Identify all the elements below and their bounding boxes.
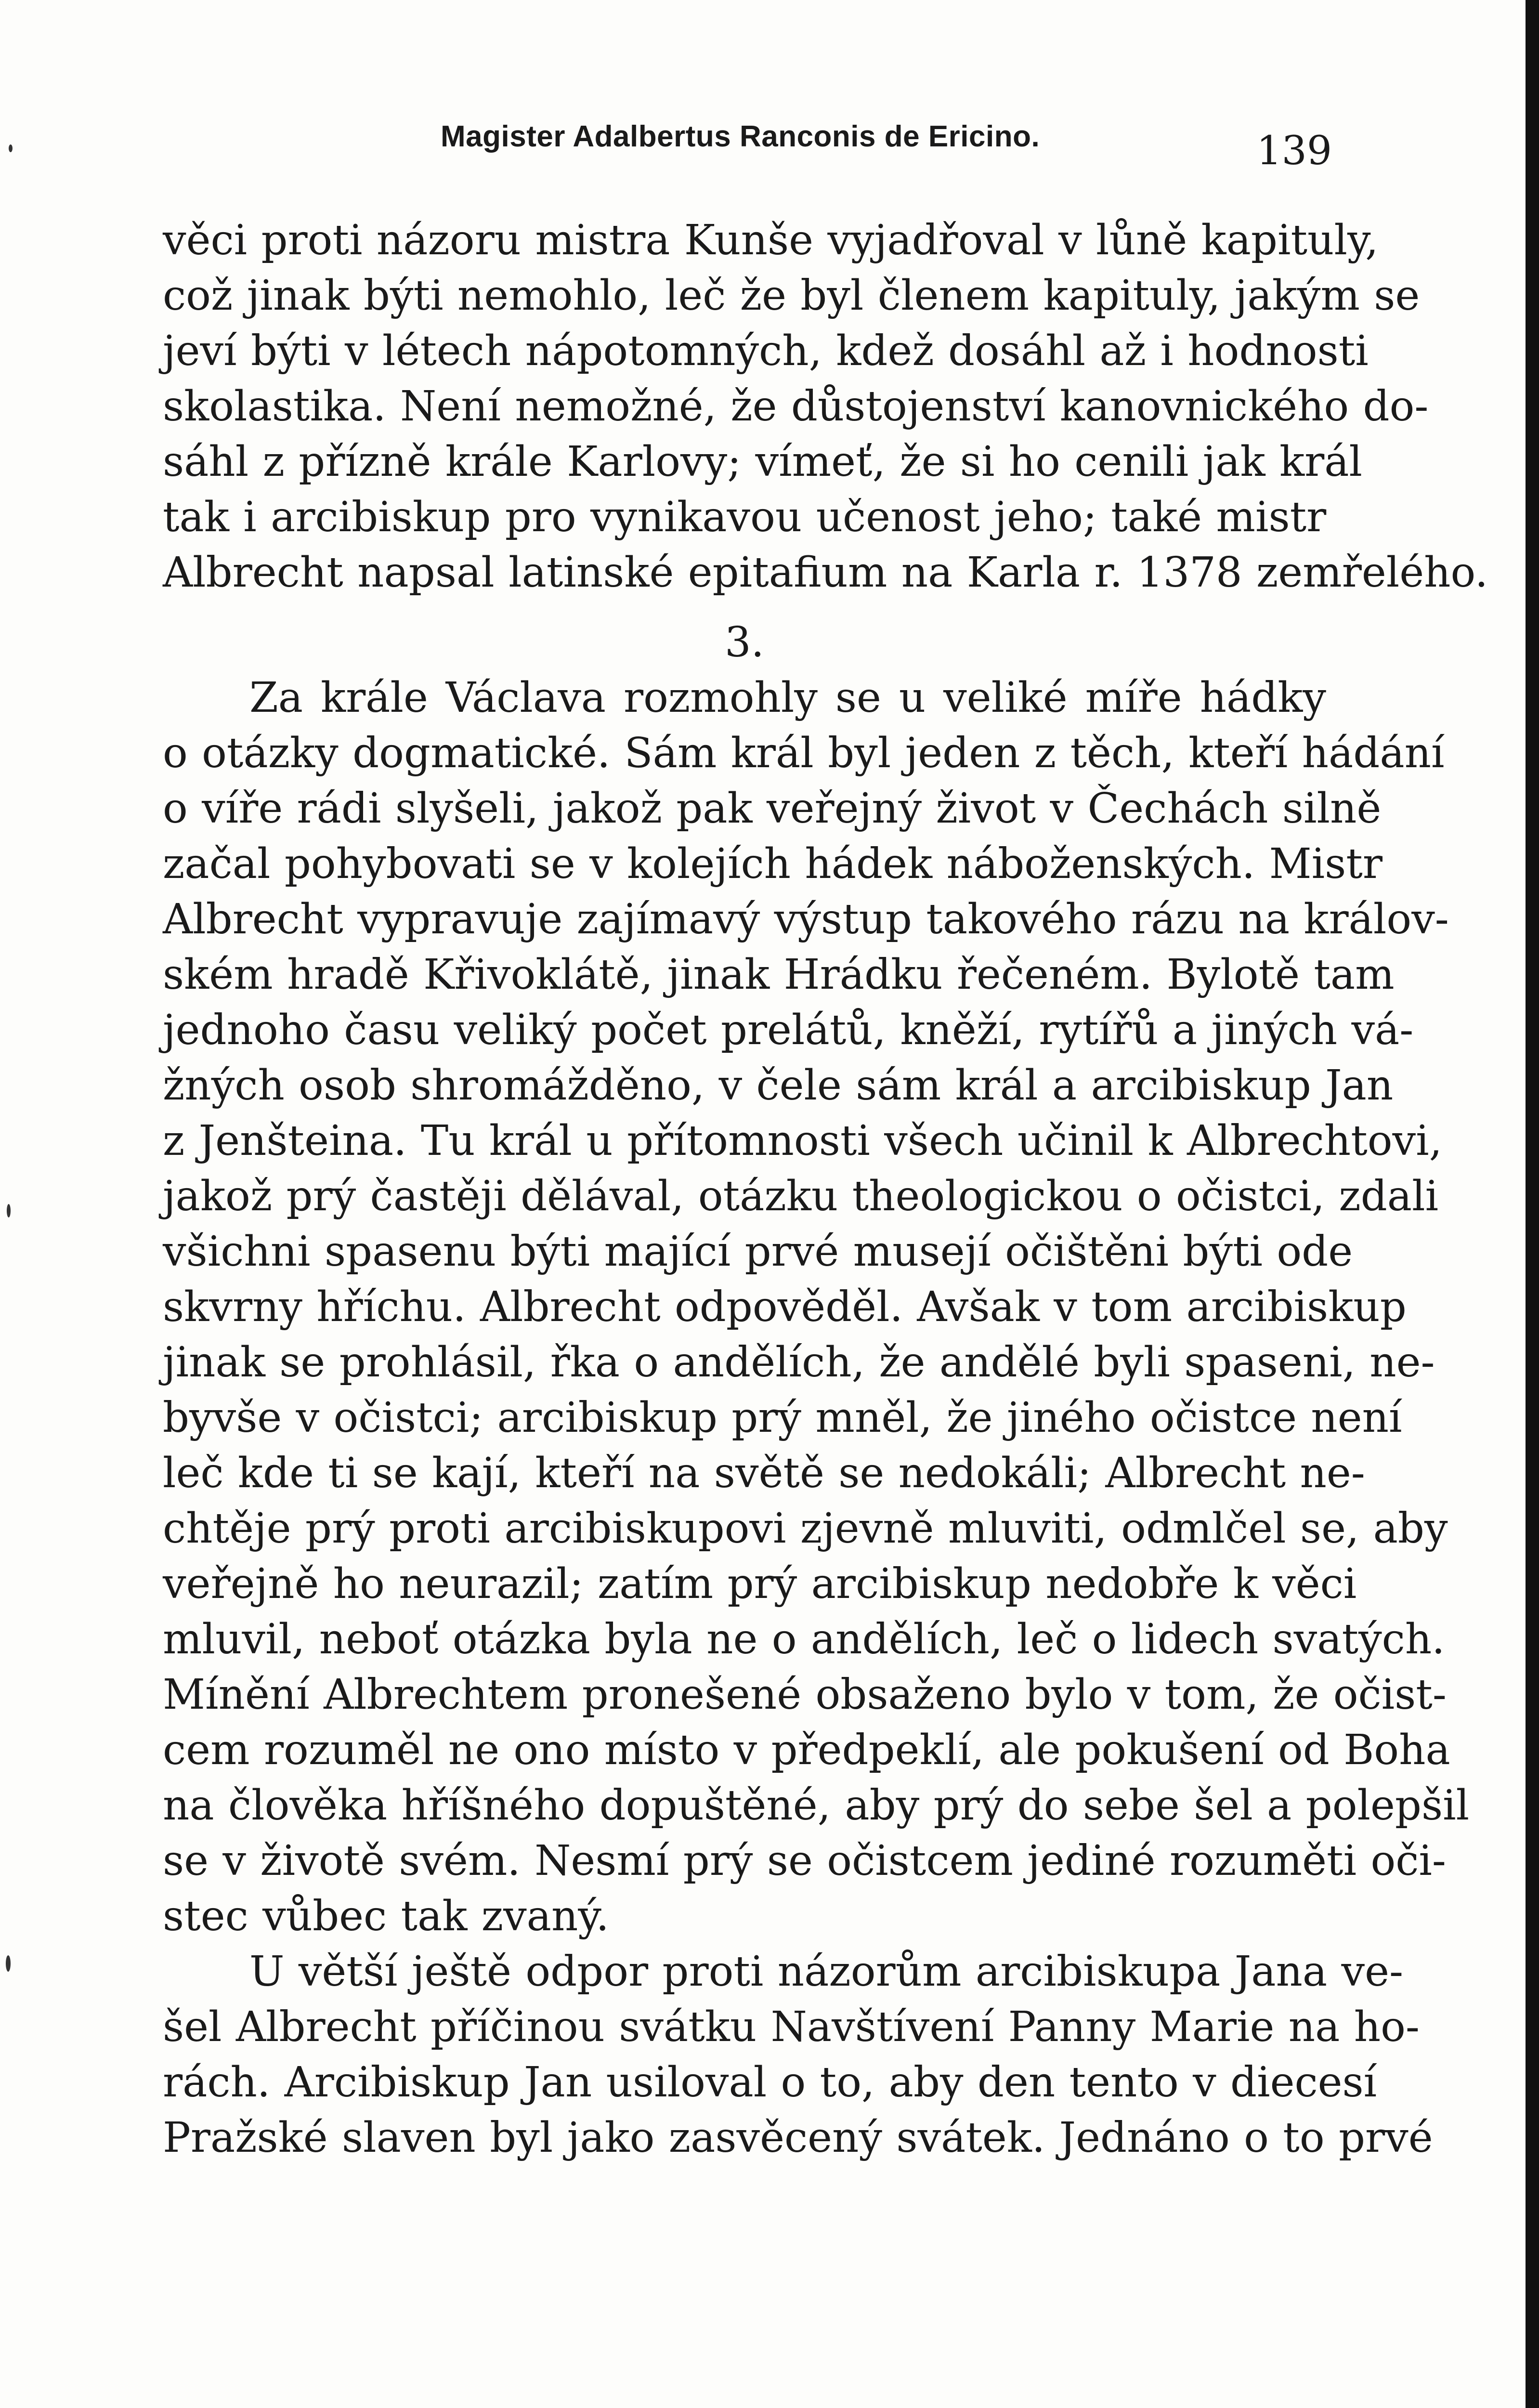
text-line: cem rozuměl ne ono místo v předpeklí, ale pokušení od Boha — [163, 1726, 1450, 1774]
text-line: chtěje prý proti arcibiskupovi zjevně mluviti, odmlčel se, aby — [163, 1505, 1448, 1553]
text-line: šel Albrecht příčinou svátku Navštívení Panny Marie na ho- — [163, 2003, 1420, 2051]
text-line: o otázky dogmatické. Sám král byl jeden z těch, kteří hádání — [163, 729, 1445, 777]
text-line: všichni spasenu býti mající prvé musejí očištěni býti ode — [163, 1228, 1353, 1276]
text-line: Albrecht napsal latinské epitafium na Karla r. 1378 zemřelého. — [163, 549, 1488, 597]
text-line: z Jenšteina. Tu král u přítomnosti všech učinil k Albrechtovi, — [163, 1117, 1442, 1165]
text-line: sáhl z přízně krále Karlovy; vímeť, že si ho cenili jak král — [163, 438, 1362, 486]
text-line: Za krále Václava rozmohly se u veliké míře hádky — [249, 674, 1326, 722]
page-number: 139 — [1256, 128, 1332, 174]
text-line: U větší ještě odpor proti názorům arcibiskupa Jana ve- — [249, 1948, 1404, 1996]
text-line: jednoho času veliký počet prelátů, kněží, rytířů a jiných vá- — [163, 1006, 1414, 1054]
text-line: o víře rádi slyšeli, jakož pak veřejný život v Čechách silně — [163, 785, 1382, 833]
scan-edge — [1526, 0, 1539, 2408]
text-line: rách. Arcibiskup Jan usiloval o to, aby den tento v diecesí — [163, 2058, 1377, 2107]
text-line: žných osob shromážděno, v čele sám král a arcibiskup Jan — [163, 1061, 1394, 1110]
text-line: na člověka hříšného dopuštěné, aby prý do sebe šel a polepšil — [163, 1781, 1470, 1830]
text-line: začal pohybovati se v kolejích hádek náboženských. Mistr — [163, 840, 1382, 888]
running-title: Magister Adalbertus Ranconis de Ericino. — [441, 120, 1040, 153]
text-line: což jinak býti nemohlo, leč že byl členem kapituly, jakým se — [163, 272, 1420, 320]
text-line: skolastika. Není nemožné, že důstojenství kanovnického do- — [163, 382, 1429, 431]
section-number: 3. — [724, 618, 765, 667]
body-text — [163, 213, 1488, 2166]
text-line: skvrny hříchu. Albrecht odpověděl. Avšak v tom arcibiskup — [163, 1283, 1407, 1331]
text-line: Pražské slaven byl jako zasvěcený svátek. Jednáno o to prvé — [163, 2114, 1433, 2162]
text-line: tak i arcibiskup pro vynikavou učenost jeho; také mistr — [163, 493, 1327, 541]
text-line: věci proti názoru mistra Kunše vyjadřoval v lůně kapituly, — [163, 216, 1379, 264]
text-line: mluvil, neboť otázka byla ne o andělích, leč o lidech svatých. — [163, 1615, 1445, 1663]
scan-speck — [6, 1955, 11, 1972]
text-line: veřejně ho neurazil; zatím prý arcibiskup nedobře k věci — [163, 1560, 1357, 1608]
text-line: stec vůbec tak zvaný. — [163, 1892, 609, 1940]
text-line: ském hradě Křivoklátě, jinak Hrádku řečeném. Bylotě tam — [163, 951, 1395, 999]
text-line: leč kde ti se kají, kteří na světě se nedokáli; Albrecht ne- — [163, 1449, 1365, 1497]
text-line: jeví býti v létech nápotomných, kdež dosáhl až i hodnosti — [163, 327, 1369, 375]
text-line: jakož prý častěji dělával, otázku theologickou o očistci, zdali — [163, 1172, 1439, 1220]
text-line: Albrecht vypravuje zajímavý výstup takového rázu na králov- — [163, 895, 1449, 943]
page-header — [441, 119, 1332, 172]
text-line: se v životě svém. Nesmí prý se očistcem jediné rozuměti oči- — [163, 1837, 1446, 1885]
scan-speck — [9, 144, 13, 152]
text-line: Mínění Albrechtem pronešené obsaženo bylo v tom, že očist- — [163, 1671, 1447, 1719]
scan-speck — [7, 1204, 11, 1217]
text-line: jinak se prohlásil, řka o andělích, že andělé byli spaseni, ne- — [163, 1338, 1435, 1387]
text-line: byvše v očistci; arcibiskup prý mněl, že jiného očistce není — [163, 1394, 1402, 1442]
